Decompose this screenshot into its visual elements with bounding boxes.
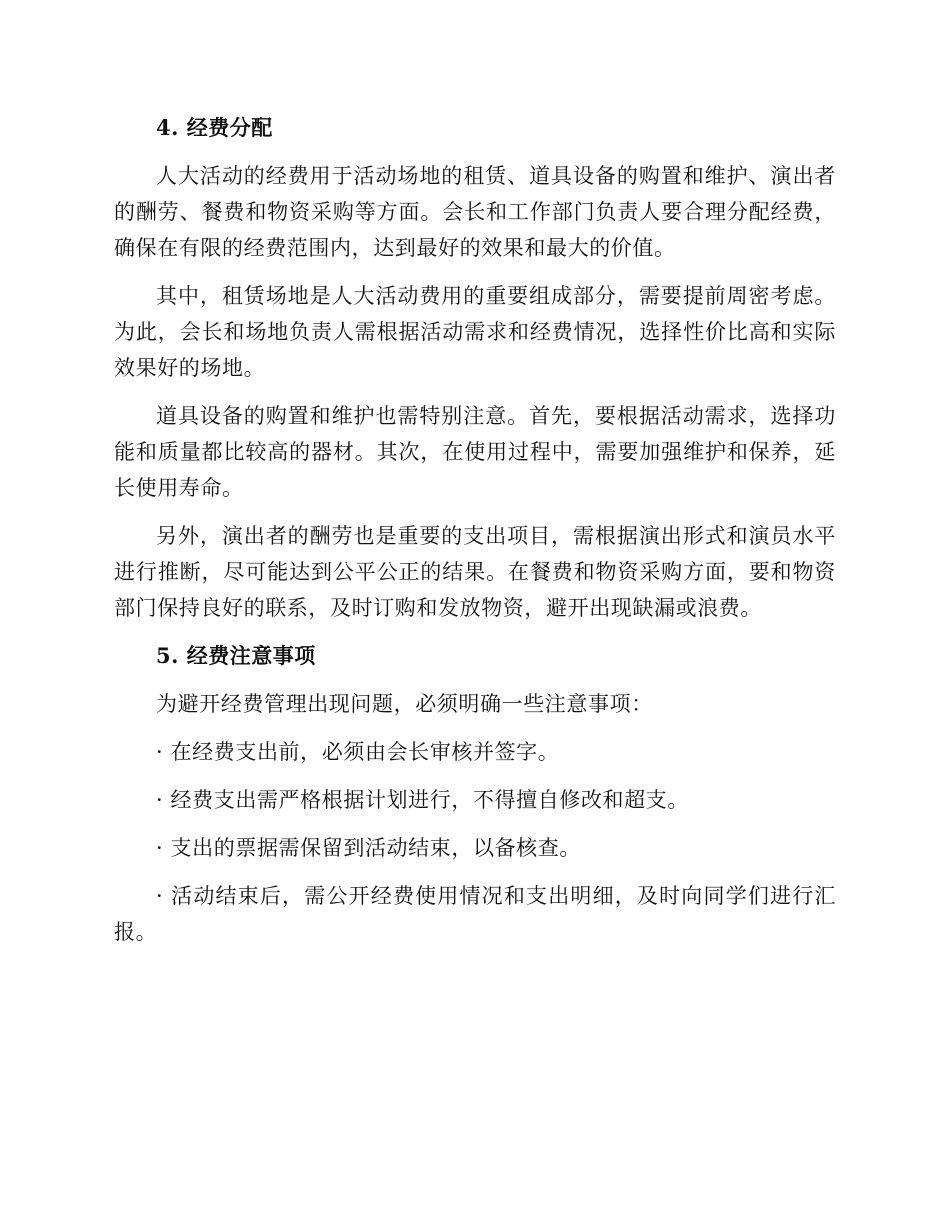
section-heading: 5. 经费注意事项: [156, 643, 316, 668]
bullet-item: · 支出的票据需保留到活动结束，以备核查。: [156, 836, 581, 860]
paragraph: 人大活动的经费用于活动场地的租赁、道具设备的购置和维护、演出者的酬劳、餐费和物资采购等方面。会长和工作部门负责人要合理分配经费，确保在有限的经费范围内，达到最好的效果和最大的价值。: [114, 164, 836, 260]
paragraph: 为避开经费管理出现问题，必须明确一些注意事项：: [156, 692, 653, 716]
bullet-item: · 在经费支出前，必须由会长审核并签字。: [156, 740, 560, 764]
section-funding-notes: [114, 638, 836, 950]
paragraph: 其中，租赁场地是人大活动费用的重要组成部分，需要提前周密考虑。为此，会长和场地负责人需根据活动需求和经费情况，选择性价比高和实际效果好的场地。: [114, 284, 836, 380]
section-heading: 4. 经费分配: [156, 115, 273, 140]
section-funding-allocation: [114, 110, 836, 626]
bullet-item: · 活动结束后，需公开经费使用情况和支出明细，及时向同学们进行汇报。: [114, 884, 836, 944]
paragraph: 另外，演出者的酬劳也是重要的支出项目，需根据演出形式和演员水平进行推断，尽可能达到公平公正的结果。在餐费和物资采购方面，要和物资部门保持良好的联系，及时订购和发放物资，避开出现缺漏或浪费。: [114, 524, 836, 620]
bullet-item: · 经费支出需严格根据计划进行，不得擅自修改和超支。: [156, 788, 689, 812]
paragraph: 道具设备的购置和维护也需特别注意。首先，要根据活动需求，选择功能和质量都比较高的器材。其次，在使用过程中，需要加强维护和保养，延长使用寿命。: [114, 404, 836, 500]
